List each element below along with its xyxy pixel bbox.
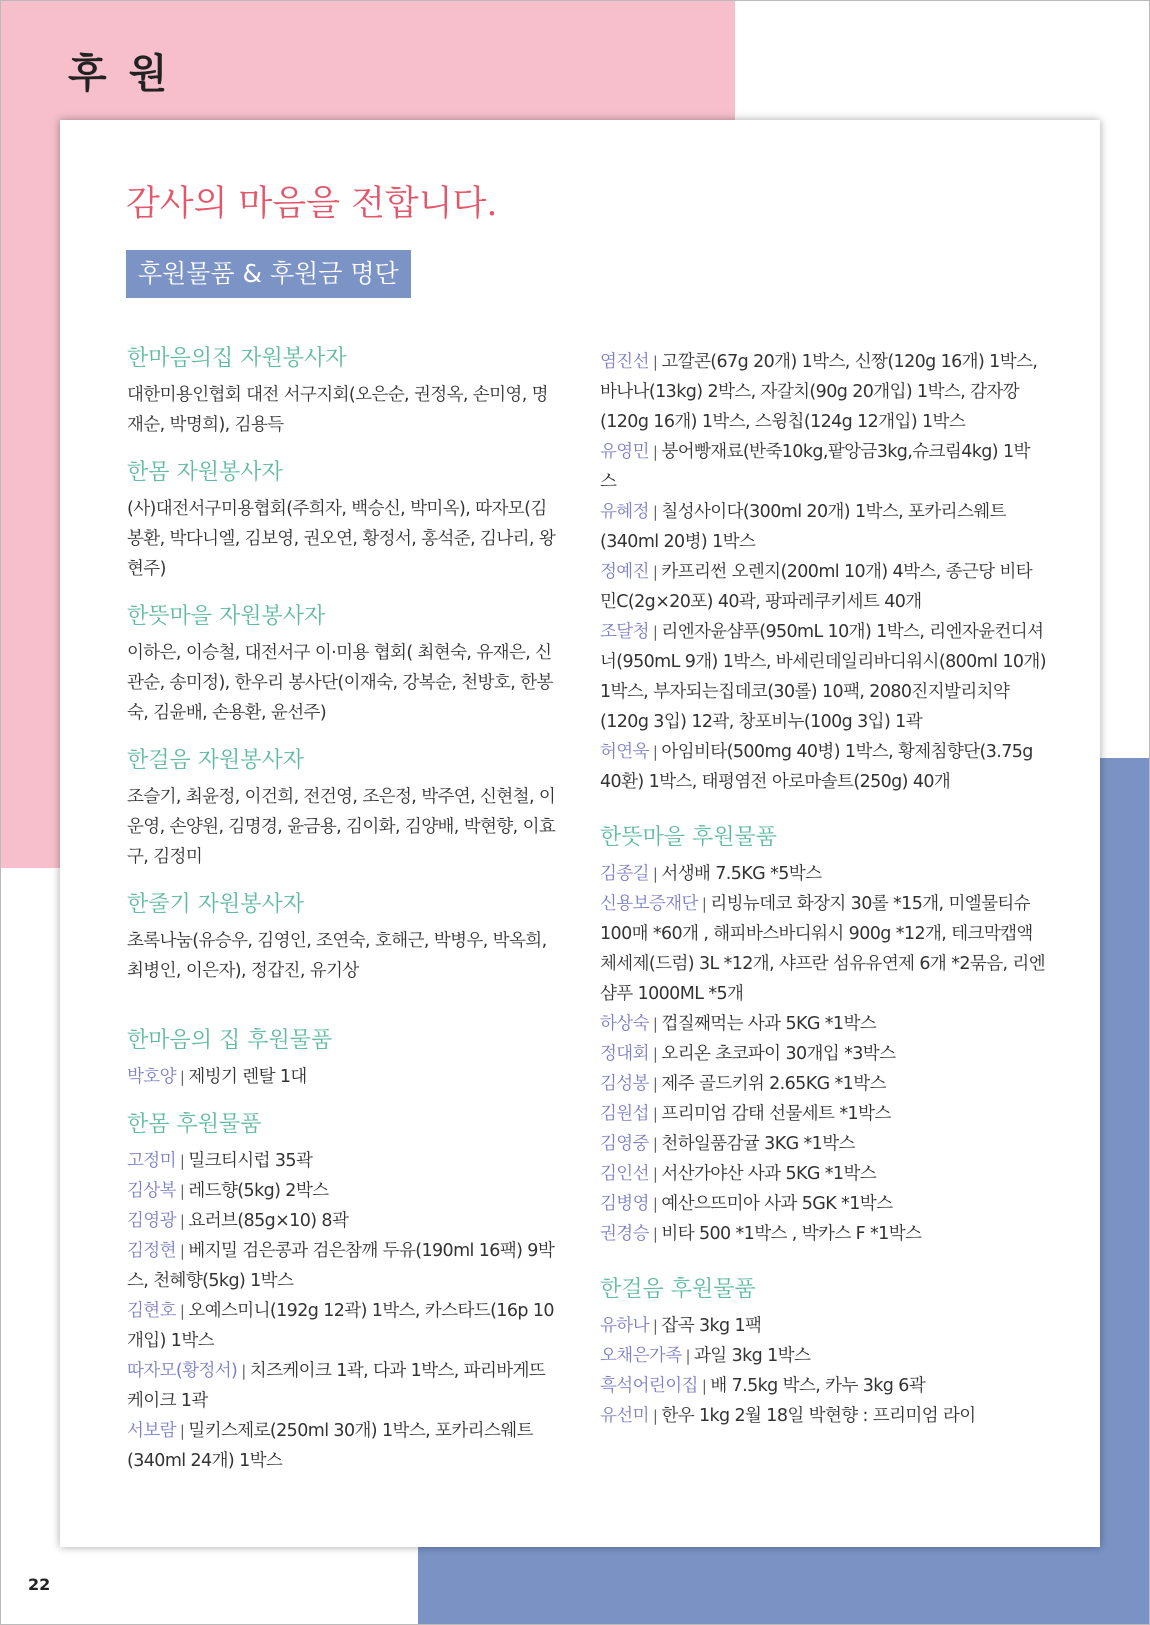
- donation-desc: 치즈케이크 1곽, 다과 1박스, 파리바게뜨 케이크 1곽: [127, 1361, 546, 1411]
- donation-item: 오채은가족 | 과일 3kg 1박스: [600, 1346, 811, 1366]
- group-title: 한몸 자원봉사자: [127, 460, 283, 485]
- donation-item: 김인선 | 서산가야산 사과 5KG *1박스: [600, 1164, 877, 1184]
- donation-desc: 아임비타(500mg 40병) 1박스, 황제침향단(3.75g 40환) 1박스, 태평염전 아로마솔트(250g) 40개: [600, 742, 1033, 792]
- headline: 감사의 마음을 전합니다.: [126, 184, 498, 224]
- donation-item: 김원섭 | 프리미엄 감태 선물세트 *1박스: [600, 1104, 891, 1124]
- donation-desc: 배 7.5kg 박스, 카누 3kg 6곽: [710, 1376, 926, 1396]
- donor-name: 정예진: [600, 562, 649, 582]
- donor-name: 조달청: [600, 622, 649, 642]
- donation-desc: 밀크티시럽 35곽: [188, 1151, 313, 1171]
- donation-desc: 예산으뜨미아 사과 5GK *1박스: [661, 1194, 893, 1214]
- donor-name: 김병영: [600, 1194, 649, 1214]
- donation-item: 정대회 | 오리온 초코파이 30개입 *3박스: [600, 1044, 896, 1064]
- donation-item: 염진선 | 고깔콘(67g 20개) 1박스, 신짱(120g 16개) 1박스, 바나나(13kg) 2박스, 자갈치(90g 20개입) 1박스, 감자깡(120g 16개) 1박스, 스윙칩(124g 12개입) 1박스: [600, 352, 1038, 432]
- donor-name: 유선미: [600, 1406, 649, 1426]
- left-column: [127, 342, 559, 1492]
- donor-name: 유하나: [600, 1316, 649, 1336]
- subtitle-banner: 후원물품 & 후원금 명단: [126, 250, 411, 298]
- donation-item: 서보람 | 밀키스제로(250ml 30개) 1박스, 포카리스웨트(340ml 24개) 1박스: [127, 1421, 533, 1471]
- donation-desc: 요러브(85g×10) 8곽: [188, 1211, 349, 1231]
- group-hanmaeum-volunteers: [127, 342, 559, 440]
- page-number: 22: [28, 1575, 51, 1594]
- group-hanmom-donations-cont: [600, 347, 1046, 797]
- donation-item: 정예진 | 카프리썬 오렌지(200ml 10개) 4박스, 종근당 비타민C(2g×20포) 40곽, 팡파레쿠키세트 40개: [600, 562, 1033, 612]
- donor-name: 김상복: [127, 1181, 176, 1201]
- donation-item: 신용보증재단 | 리빙뉴데코 화장지 30롤 *15개, 미엘물티슈 100매 *60개 , 해피바스바디워시 900g *12개, 테크막캡액체세제(드럼) 3L *12개, 샤프란 섬유유연제 6개 *2묶음, 리엔 샴푸 1000ML *5개: [600, 894, 1046, 1004]
- group-hangeoreum-donations: [600, 1273, 1046, 1431]
- donor-name: 하상숙: [600, 1014, 649, 1034]
- content-card: [60, 120, 1100, 1547]
- donation-item: 따자모(황정서) | 치즈케이크 1곽, 다과 1박스, 파리바게뜨 케이크 1곽: [127, 1361, 546, 1411]
- donor-name: 김영중: [600, 1134, 649, 1154]
- group-text: 이하은, 이승철, 대전서구 이·미용 협회( 최현숙, 유재은, 신관순, 송미정), 한우리 봉사단(이재숙, 강복순, 천방호, 한봉숙, 김윤배, 손용환, 윤선주): [127, 643, 553, 723]
- group-text: (사)대전서구미용협회(주희자, 백승신, 박미옥), 따자모(김봉환, 박다니엘, 김보영, 권오연, 황정서, 홍석준, 김나리, 왕현주): [127, 499, 556, 579]
- donor-name: 정대회: [600, 1044, 649, 1064]
- donation-desc: 껍질째먹는 사과 5KG *1박스: [661, 1014, 877, 1034]
- group-title: 한걸음 자원봉사자: [127, 748, 305, 773]
- group-title: 한몸 후원물품: [127, 1112, 262, 1137]
- donation-desc: 서생배 7.5KG *5박스: [661, 864, 822, 884]
- group-hanmom-volunteers: [127, 456, 559, 584]
- donation-desc: 칠성사이다(300ml 20개) 1박스, 포카리스웨트(340ml 20병) 1박스: [600, 502, 1006, 552]
- donation-desc: 베지밀 검은콩과 검은참깨 두유(190ml 16팩) 9박스, 천혜향(5kg) 1박스: [127, 1241, 555, 1291]
- donation-item: 김종길 | 서생배 7.5KG *5박스: [600, 864, 822, 884]
- group-title: 한뜻마을 후원물품: [600, 825, 778, 850]
- donation-desc: 밀키스제로(250ml 30개) 1박스, 포카리스웨트(340ml 24개) 1박스: [127, 1421, 533, 1471]
- donor-name: 고정미: [127, 1151, 176, 1171]
- donor-name: 김성봉: [600, 1074, 649, 1094]
- donor-name: 흑석어린이집: [600, 1376, 698, 1396]
- donation-desc: 천하일품감귤 3KG *1박스: [661, 1134, 855, 1154]
- donation-item: 김정현 | 베지밀 검은콩과 검은참깨 두유(190ml 16팩) 9박스, 천혜향(5kg) 1박스: [127, 1241, 555, 1291]
- donation-desc: 카프리썬 오렌지(200ml 10개) 4박스, 종근당 비타민C(2g×20포) 40곽, 팡파레쿠키세트 40개: [600, 562, 1033, 612]
- donation-item: 유혜정 | 칠성사이다(300ml 20개) 1박스, 포카리스웨트(340ml 20병) 1박스: [600, 502, 1006, 552]
- donation-item: 하상숙 | 껍질째먹는 사과 5KG *1박스: [600, 1014, 877, 1034]
- donation-item: 허연욱 | 아임비타(500mg 40병) 1박스, 황제침향단(3.75g 40환) 1박스, 태평염전 아로마솔트(250g) 40개: [600, 742, 1033, 792]
- group-hanmom-donations: [127, 1108, 559, 1476]
- donation-item: 김현호 | 오예스미니(192g 12곽) 1박스, 카스타드(16p 10개입) 1박스: [127, 1301, 554, 1351]
- donation-item: 김성봉 | 제주 골드키위 2.65KG *1박스: [600, 1074, 886, 1094]
- donation-desc: 레드향(5kg) 2박스: [188, 1181, 329, 1201]
- donor-name: 신용보증재단: [600, 894, 698, 914]
- donation-item: 김상복 | 레드향(5kg) 2박스: [127, 1181, 329, 1201]
- group-text: 초록나눔(유승우, 김영인, 조연숙, 호해근, 박병우, 박옥희, 최병인, 이은자), 정갑진, 유기상: [127, 931, 547, 981]
- donation-desc: 잡곡 3kg 1팩: [661, 1316, 762, 1336]
- group-hantteut-donations: [600, 821, 1046, 1249]
- donor-name: 따자모(황정서): [127, 1361, 238, 1381]
- donation-desc: 제빙기 렌탈 1대: [188, 1067, 307, 1087]
- donor-name: 유영민: [600, 442, 649, 462]
- donor-name: 김인선: [600, 1164, 649, 1184]
- donation-desc: 비타 500 *1박스 , 박카스 F *1박스: [661, 1224, 922, 1244]
- donor-name: 유혜정: [600, 502, 649, 522]
- donation-item: 유선미 | 한우 1kg 2월 18일 박현향 : 프리미엄 라이: [600, 1406, 976, 1426]
- donor-name: 김종길: [600, 864, 649, 884]
- group-hanjulgi-volunteers: [127, 888, 559, 986]
- group-title: 한마음의 집 후원물품: [127, 1028, 333, 1053]
- donor-name: 김현호: [127, 1301, 176, 1321]
- group-title: 한마음의집 자원봉사자: [127, 346, 347, 371]
- donor-name: 오채은가족: [600, 1346, 682, 1366]
- donor-name: 김원섭: [600, 1104, 649, 1124]
- donation-desc: 오리온 초코파이 30개입 *3박스: [661, 1044, 896, 1064]
- section-title: 후 원: [68, 51, 172, 97]
- donation-desc: 프리미엄 감태 선물세트 *1박스: [661, 1104, 891, 1124]
- donation-desc: 붕어빵재료(반죽10kg,팥앙금3kg,슈크림4kg) 1박스: [600, 442, 1030, 492]
- donation-item: 고정미 | 밀크티시럽 35곽: [127, 1151, 313, 1171]
- donation-desc: 제주 골드키위 2.65KG *1박스: [661, 1074, 886, 1094]
- group-hanmaeum-donations: [127, 1024, 559, 1092]
- group-title: 한걸음 후원물품: [600, 1277, 756, 1302]
- donation-item: 김영중 | 천하일품감귤 3KG *1박스: [600, 1134, 855, 1154]
- donation-item: 김영광 | 요러브(85g×10) 8곽: [127, 1211, 349, 1231]
- donation-item: 권경승 | 비타 500 *1박스 , 박카스 F *1박스: [600, 1224, 922, 1244]
- group-title: 한뜻마을 자원봉사자: [127, 604, 326, 629]
- donation-item: 박호양 | 제빙기 렌탈 1대: [127, 1067, 307, 1087]
- donor-name: 박호양: [127, 1067, 176, 1087]
- group-title: 한줄기 자원봉사자: [127, 892, 305, 917]
- donation-desc: 오예스미니(192g 12곽) 1박스, 카스타드(16p 10개입) 1박스: [127, 1301, 554, 1351]
- donation-desc: 과일 3kg 1박스: [694, 1346, 811, 1366]
- group-hantteut-volunteers: [127, 600, 559, 728]
- donor-name: 김영광: [127, 1211, 176, 1231]
- donation-item: 조달청 | 리엔자윤샴푸(950mL 10개) 1박스, 리엔자윤컨디셔너(950mL 9개) 1박스, 바세린데일리바디워시(800ml 10개) 1박스, 부자되는집데코(30롤) 10팩, 2080진지발리치약(120g 3입) 12곽, 창포비누(100g 3입) 1곽: [600, 622, 1046, 732]
- donor-name: 권경승: [600, 1224, 649, 1244]
- donation-item: 유영민 | 붕어빵재료(반죽10kg,팥앙금3kg,슈크림4kg) 1박스: [600, 442, 1030, 492]
- donor-name: 염진선: [600, 352, 649, 372]
- donation-desc: 리빙뉴데코 화장지 30롤 *15개, 미엘물티슈 100매 *60개 , 해피바스바디워시 900g *12개, 테크막캡액체세제(드럼) 3L *12개, 샤프란 섬유유연제 6개 *2묶음, 리엔 샴푸 1000ML *5개: [600, 894, 1046, 1004]
- donation-item: 유하나 | 잡곡 3kg 1팩: [600, 1316, 762, 1336]
- group-text: 대한미용인협회 대전 서구지회(오은순, 권정옥, 손미영, 명재순, 박명희), 김용득: [127, 385, 548, 435]
- donor-name: 김정현: [127, 1241, 176, 1261]
- donation-desc: 고깔콘(67g 20개) 1박스, 신짱(120g 16개) 1박스, 바나나(13kg) 2박스, 자갈치(90g 20개입) 1박스, 감자깡(120g 16개) 1박스, 스윙칩(124g 12개입) 1박스: [600, 352, 1038, 432]
- donation-item: 흑석어린이집 | 배 7.5kg 박스, 카누 3kg 6곽: [600, 1376, 926, 1396]
- donor-name: 서보람: [127, 1421, 176, 1441]
- donation-desc: 서산가야산 사과 5KG *1박스: [661, 1164, 877, 1184]
- donation-desc: 리엔자윤샴푸(950mL 10개) 1박스, 리엔자윤컨디셔너(950mL 9개) 1박스, 바세린데일리바디워시(800ml 10개) 1박스, 부자되는집데코(30롤) 10팩, 2080진지발리치약(120g 3입) 12곽, 창포비누(100g 3입) 1곽: [600, 622, 1046, 732]
- donation-item: 김병영 | 예산으뜨미아 사과 5GK *1박스: [600, 1194, 893, 1214]
- group-hangeoreum-volunteers: [127, 744, 559, 872]
- right-column: [600, 347, 1046, 1447]
- group-text: 조슬기, 최윤정, 이건희, 전건영, 조은정, 박주연, 신현철, 이운영, 손양원, 김명경, 윤금용, 김이화, 김양배, 박현향, 이효구, 김정미: [127, 787, 556, 867]
- donor-name: 허연욱: [600, 742, 649, 762]
- donation-desc: 한우 1kg 2월 18일 박현향 : 프리미엄 라이: [661, 1406, 976, 1426]
